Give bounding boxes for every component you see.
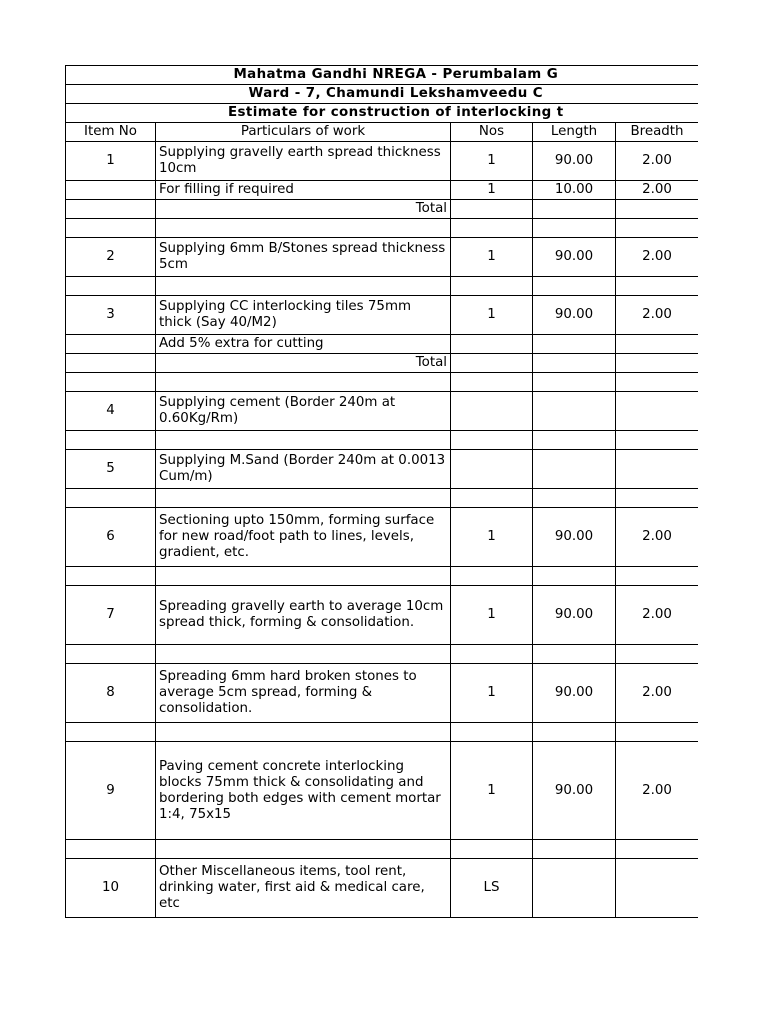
blank-row — [66, 277, 699, 296]
item-no-cell: 1 — [66, 142, 156, 181]
blank-cell — [616, 431, 699, 450]
blank-cell — [451, 567, 533, 586]
total-row — [66, 200, 699, 219]
blank-row — [66, 489, 699, 508]
particulars-cell: Supplying gravelly earth spread thickness 10cm — [156, 142, 451, 181]
blank-cell — [533, 567, 616, 586]
nos-cell: 1 — [451, 181, 533, 200]
breadth-cell — [616, 392, 699, 431]
ward-title: Ward - 7, Chamundi Lekshamveedu C — [66, 85, 699, 104]
particulars-cell: Supplying CC interlocking tiles 75mm thick (Say 40/M2) — [156, 296, 451, 335]
particulars-cell: Spreading 6mm hard broken stones to average 5cm spread, forming & consolidation. — [156, 664, 451, 723]
length-cell — [533, 450, 616, 489]
particulars-cell: Sectioning upto 150mm, forming surface for new road/foot path to lines, levels, gradient, etc. — [156, 508, 451, 567]
sheet-title: Mahatma Gandhi NREGA - Perumbalam G — [66, 66, 699, 85]
nos-cell — [451, 200, 533, 219]
estimate-title: Estimate for construction of interlocking t — [66, 104, 699, 123]
breadth-cell — [616, 859, 699, 918]
header-length: Length — [533, 123, 616, 142]
breadth-cell: 2.00 — [616, 142, 699, 181]
header-particulars: Particulars of work — [156, 123, 451, 142]
item-no-cell: 3 — [66, 296, 156, 335]
item-no-cell: 10 — [66, 859, 156, 918]
item-no-cell — [66, 354, 156, 373]
item-no-cell: 2 — [66, 238, 156, 277]
length-cell: 10.00 — [533, 181, 616, 200]
particulars-cell: Other Miscellaneous items, tool rent, drinking water, first aid & medical care, etc — [156, 859, 451, 918]
blank-cell — [156, 373, 451, 392]
nos-cell: 1 — [451, 586, 533, 645]
blank-cell — [616, 723, 699, 742]
title-row-3 — [66, 104, 699, 123]
total-label: Total — [156, 354, 451, 373]
breadth-cell — [616, 200, 699, 219]
length-cell — [533, 200, 616, 219]
blank-cell — [66, 277, 156, 296]
header-row — [66, 123, 699, 142]
blank-cell — [156, 489, 451, 508]
table-row — [66, 238, 699, 277]
blank-cell — [156, 431, 451, 450]
length-cell — [533, 392, 616, 431]
table-row — [66, 450, 699, 489]
length-cell: 90.00 — [533, 586, 616, 645]
blank-cell — [533, 219, 616, 238]
breadth-cell — [616, 335, 699, 354]
item-no-cell: 6 — [66, 508, 156, 567]
blank-row — [66, 840, 699, 859]
item-no-cell — [66, 200, 156, 219]
table-row — [66, 859, 699, 918]
blank-row — [66, 645, 699, 664]
blank-cell — [451, 723, 533, 742]
nos-cell — [451, 335, 533, 354]
blank-cell — [533, 723, 616, 742]
table-row — [66, 181, 699, 200]
blank-cell — [451, 373, 533, 392]
blank-cell — [451, 277, 533, 296]
breadth-cell: 2.00 — [616, 586, 699, 645]
blank-cell — [533, 431, 616, 450]
blank-row — [66, 373, 699, 392]
table-row — [66, 742, 699, 840]
particulars-cell: Supplying 6mm B/Stones spread thickness 5cm — [156, 238, 451, 277]
item-no-cell: 9 — [66, 742, 156, 840]
title-row-2 — [66, 85, 699, 104]
length-cell: 90.00 — [533, 508, 616, 567]
blank-cell — [533, 645, 616, 664]
length-cell — [533, 354, 616, 373]
blank-cell — [616, 489, 699, 508]
blank-cell — [66, 431, 156, 450]
blank-cell — [616, 277, 699, 296]
blank-cell — [156, 219, 451, 238]
breadth-cell: 2.00 — [616, 742, 699, 840]
header-item-no: Item No — [66, 123, 156, 142]
blank-cell — [616, 567, 699, 586]
length-cell: 90.00 — [533, 142, 616, 181]
length-cell: 90.00 — [533, 664, 616, 723]
total-row — [66, 354, 699, 373]
item-no-cell: 8 — [66, 664, 156, 723]
blank-cell — [451, 840, 533, 859]
particulars-cell: For filling if required — [156, 181, 451, 200]
particulars-cell: Supplying M.Sand (Border 240m at 0.0013 Cum/m) — [156, 450, 451, 489]
blank-cell — [616, 219, 699, 238]
total-label: Total — [156, 200, 451, 219]
blank-cell — [451, 219, 533, 238]
blank-cell — [156, 645, 451, 664]
length-cell — [533, 859, 616, 918]
blank-cell — [616, 645, 699, 664]
table-row — [66, 296, 699, 335]
item-no-cell: 5 — [66, 450, 156, 489]
nos-cell — [451, 450, 533, 489]
title-row-1 — [66, 66, 699, 85]
blank-cell — [533, 840, 616, 859]
particulars-cell: Add 5% extra for cutting — [156, 335, 451, 354]
blank-row — [66, 723, 699, 742]
blank-cell — [451, 431, 533, 450]
blank-cell — [616, 840, 699, 859]
nos-cell: 1 — [451, 142, 533, 181]
blank-cell — [66, 219, 156, 238]
table-row — [66, 586, 699, 645]
blank-cell — [66, 723, 156, 742]
blank-cell — [156, 567, 451, 586]
table-row — [66, 392, 699, 431]
blank-row — [66, 219, 699, 238]
item-no-cell — [66, 335, 156, 354]
header-nos: Nos — [451, 123, 533, 142]
blank-cell — [66, 567, 156, 586]
length-cell — [533, 335, 616, 354]
table-row — [66, 142, 699, 181]
blank-cell — [66, 489, 156, 508]
table-row — [66, 335, 699, 354]
breadth-cell: 2.00 — [616, 296, 699, 335]
nos-cell: 1 — [451, 296, 533, 335]
nos-cell — [451, 392, 533, 431]
blank-cell — [66, 645, 156, 664]
nos-cell: 1 — [451, 742, 533, 840]
length-cell: 90.00 — [533, 296, 616, 335]
blank-cell — [156, 723, 451, 742]
item-no-cell: 7 — [66, 586, 156, 645]
breadth-cell — [616, 354, 699, 373]
particulars-cell: Supplying cement (Border 240m at 0.60Kg/Rm) — [156, 392, 451, 431]
blank-cell — [66, 373, 156, 392]
breadth-cell — [616, 450, 699, 489]
blank-row — [66, 431, 699, 450]
blank-row — [66, 567, 699, 586]
nos-cell: LS — [451, 859, 533, 918]
blank-cell — [451, 489, 533, 508]
nos-cell: 1 — [451, 508, 533, 567]
table-row — [66, 664, 699, 723]
particulars-cell: Paving cement concrete interlocking blocks 75mm thick & consolidating and bordering both edges with cement mortar 1:4, 75x15 — [156, 742, 451, 840]
blank-cell — [533, 373, 616, 392]
blank-cell — [533, 489, 616, 508]
blank-cell — [451, 645, 533, 664]
breadth-cell: 2.00 — [616, 181, 699, 200]
blank-cell — [156, 840, 451, 859]
item-no-cell — [66, 181, 156, 200]
breadth-cell: 2.00 — [616, 238, 699, 277]
particulars-cell: Spreading gravelly earth to average 10cm spread thick, forming & consolidation. — [156, 586, 451, 645]
nos-cell: 1 — [451, 238, 533, 277]
blank-cell — [156, 277, 451, 296]
header-breadth: Breadth — [616, 123, 699, 142]
table-row — [66, 508, 699, 567]
nos-cell: 1 — [451, 664, 533, 723]
estimate-sheet — [65, 65, 698, 918]
length-cell: 90.00 — [533, 238, 616, 277]
nos-cell — [451, 354, 533, 373]
breadth-cell: 2.00 — [616, 664, 699, 723]
breadth-cell: 2.00 — [616, 508, 699, 567]
estimate-table — [65, 65, 698, 918]
blank-cell — [616, 373, 699, 392]
blank-cell — [533, 277, 616, 296]
length-cell: 90.00 — [533, 742, 616, 840]
blank-cell — [66, 840, 156, 859]
item-no-cell: 4 — [66, 392, 156, 431]
